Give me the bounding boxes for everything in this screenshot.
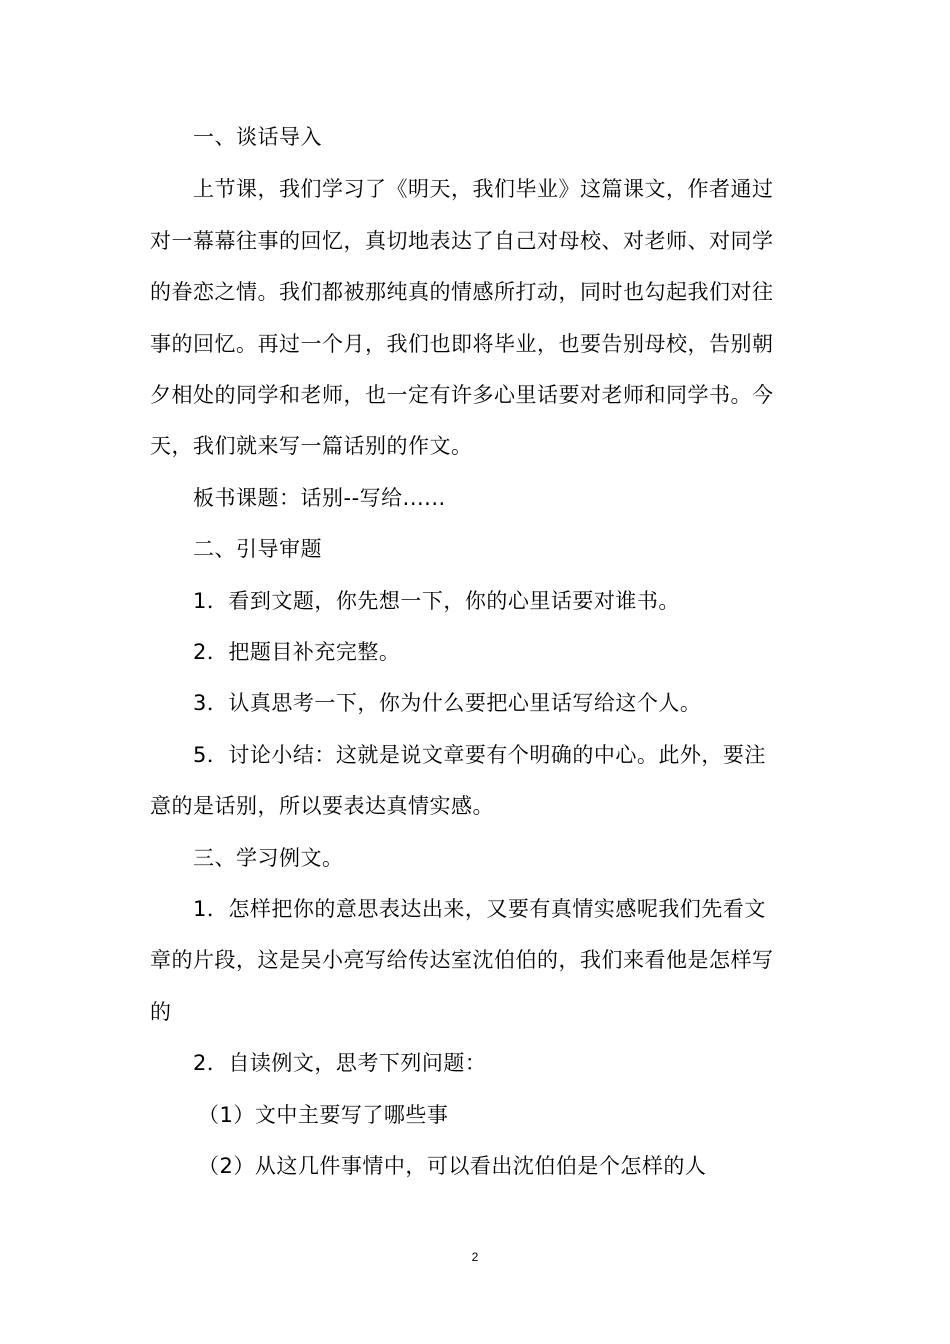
board-title-line: 板书课题：话别--写给...... [193, 486, 446, 510]
paragraph-line: 对一幕幕往事的回忆，真切地表达了自己对母校、对老师、对同学 [150, 229, 774, 253]
list-item: 1．看到文题，你先想一下，你的心里话要对谁书。 [193, 589, 680, 613]
list-item: 3．认真思考一下，你为什么要把心里话写给这个人。 [193, 691, 702, 715]
list-item: 5．讨论小结：这就是说文章要有个明确的中心。此外，要注 [193, 743, 766, 767]
list-item: 2．把题目补充完整。 [193, 640, 401, 664]
paragraph-line: 意的是话别，所以要表达真情实感。 [150, 794, 494, 818]
page-number: 2 [471, 1250, 479, 1264]
paragraph-line: 事的回忆。再过一个月，我们也即将毕业，也要告别母校，告别朝 [150, 332, 774, 356]
heading-guidance: 二、引导审题 [193, 537, 322, 561]
paragraph-line: 上节课，我们学习了《明天，我们毕业》这篇课文，作者通过 [193, 177, 774, 201]
paragraph-line: 的眷恋之情。我们都被那纯真的情感所打动，同时也勾起我们对往 [150, 280, 774, 304]
list-item: 1．怎样把你的意思表达出来，又要有真情实感呢我们先看文 [193, 897, 766, 921]
question-item: （2）从这几件事情中，可以看出沈伯伯是个怎样的人 [198, 1154, 707, 1178]
paragraph-line: 天，我们就来写一篇话别的作文。 [150, 434, 473, 458]
heading-introduction: 一、谈话导入 [193, 125, 322, 149]
paragraph-line: 的 [150, 1000, 172, 1024]
paragraph-line: 章的片段，这是吴小亮写给传达室沈伯伯的，我们来看他是怎样写 [150, 948, 774, 972]
question-item: （1）文中主要写了哪些事 [198, 1103, 449, 1127]
heading-example: 三、学习例文。 [193, 846, 344, 870]
paragraph-line: 夕相处的同学和老师，也一定有许多心里话要对老师和同学书。今 [150, 383, 774, 407]
list-item: 2．自读例文，思考下列问题： [193, 1051, 487, 1075]
